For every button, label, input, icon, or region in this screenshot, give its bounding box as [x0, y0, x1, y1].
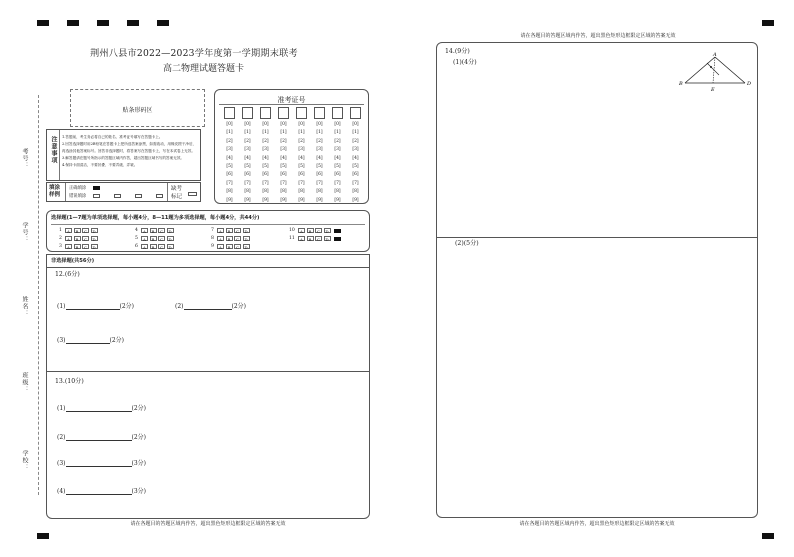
- barcode-label: 贴条形码区: [122, 107, 153, 114]
- exam-id-bubble[interactable]: [2]: [280, 138, 287, 144]
- q14-title: 14.(9分): [445, 48, 470, 55]
- q13-title: 13.(10分): [55, 378, 84, 385]
- exam-id-bubble[interactable]: [3]: [352, 147, 359, 153]
- q14-diagram: [677, 49, 757, 99]
- exam-id-bubble[interactable]: [0]: [226, 122, 233, 127]
- notice-line: 1.答题前，考生务必将自己的姓名、准考证号填写在答题卡上。: [62, 135, 163, 139]
- mc-question-number: 7: [211, 228, 214, 233]
- field-name: 姓名：: [21, 296, 28, 317]
- exam-id-bubble[interactable]: [2]: [352, 138, 359, 144]
- mc-question-row: [59, 227, 99, 234]
- mc-option-bubble[interactable]: A: [141, 236, 148, 241]
- mc-option-bubble[interactable]: D: [325, 229, 329, 234]
- exam-id-bubble[interactable]: [7]: [334, 180, 341, 186]
- mc-question-number: 5: [135, 236, 138, 241]
- exam-id-bubble[interactable]: [2]: [244, 138, 251, 144]
- diagram-label-d: D: [747, 81, 752, 87]
- exam-id-bubble[interactable]: [2]: [298, 138, 305, 144]
- mc-option-bubble[interactable]: D: [244, 245, 248, 250]
- exam-id-bubble[interactable]: [8]: [262, 189, 269, 195]
- exam-id-bubble[interactable]: [6]: [280, 172, 287, 178]
- exam-id-bubble[interactable]: [7]: [316, 180, 323, 186]
- fill-wrong-samples: [93, 194, 163, 198]
- diagram-point: [710, 66, 712, 68]
- exam-id-bubble[interactable]: [4]: [262, 155, 269, 161]
- exam-id-title: 准考证号: [277, 96, 306, 104]
- exam-id-bubble[interactable]: [3]: [316, 147, 323, 153]
- mc-option-bubble[interactable]: B: [226, 236, 233, 241]
- timing-mark: [97, 20, 109, 26]
- exam-id-bubble[interactable]: [9]: [298, 197, 305, 203]
- q13-item-1: (1) (2分): [57, 405, 146, 412]
- exam-id-column: [224, 121, 235, 205]
- mc-option-bubble[interactable]: A: [141, 228, 148, 233]
- mc-question-row: [289, 227, 341, 234]
- field-school: 学校：: [21, 450, 28, 471]
- mc-question-row: [59, 235, 99, 242]
- timing-mark: [37, 533, 49, 539]
- exam-id-bubble[interactable]: [6]: [352, 172, 359, 178]
- mc-question-row: [289, 235, 341, 242]
- exam-id-bubble[interactable]: [1]: [226, 130, 233, 136]
- mc-question-number: 1: [59, 228, 62, 233]
- mc-question-row: [135, 243, 175, 250]
- mc-option-bubble[interactable]: D: [168, 237, 172, 242]
- q13-item-2: (2) (2分): [57, 434, 146, 441]
- exam-id-bubble[interactable]: [0]: [262, 122, 269, 127]
- exam-id-bubble[interactable]: [7]: [280, 180, 287, 186]
- non-choice-title: 非选择题(共56分): [51, 258, 95, 264]
- mc-option-bubble[interactable]: C: [235, 237, 240, 242]
- q14-part2: (2)(5分): [455, 240, 479, 247]
- mc-option-bubble[interactable]: B: [74, 236, 81, 241]
- diagram-ray: [707, 63, 719, 75]
- exam-id-digit-box[interactable]: [314, 107, 325, 119]
- mc-option-bubble[interactable]: C: [83, 229, 88, 234]
- mc-question-number: 4: [135, 228, 138, 233]
- exam-id-bubble[interactable]: [9]: [262, 197, 269, 203]
- exam-id-bubble[interactable]: [3]: [298, 147, 305, 153]
- answer-blank[interactable]: [66, 460, 132, 467]
- exam-id-bubble[interactable]: [7]: [352, 180, 359, 186]
- exam-id-bubble[interactable]: [4]: [316, 155, 323, 161]
- mc-option-bubble[interactable]: C: [83, 237, 88, 242]
- absent-mark-label: 缺考标记: [171, 186, 183, 200]
- mc-question-row: [211, 235, 251, 242]
- answer-blank[interactable]: [184, 303, 232, 310]
- mc-option-bubble[interactable]: C: [83, 245, 88, 250]
- fill-example-label: 填涂样例: [49, 185, 61, 198]
- timing-mark: [157, 20, 169, 26]
- exam-id-bubble[interactable]: [3]: [226, 147, 233, 153]
- mc-question-row: [135, 235, 175, 242]
- exam-id-bubble[interactable]: [8]: [244, 189, 251, 195]
- exam-id-bubble[interactable]: [9]: [334, 197, 341, 203]
- mc-option-bubble[interactable]: A: [65, 228, 72, 233]
- answer-blank[interactable]: [66, 488, 132, 495]
- diagram-label-a: A: [713, 52, 717, 58]
- exam-id-column: [350, 121, 361, 205]
- exam-id-bubble[interactable]: [8]: [298, 189, 305, 195]
- exam-id-bubble[interactable]: [7]: [226, 180, 233, 186]
- exam-id-bubble[interactable]: [3]: [280, 147, 287, 153]
- notice-box: [46, 129, 201, 181]
- mc-option-bubble[interactable]: B: [74, 228, 81, 233]
- mc-option-bubble[interactable]: C: [159, 237, 164, 242]
- timing-mark: [762, 20, 774, 26]
- exam-id-bubble[interactable]: [3]: [262, 147, 269, 153]
- mc-option-bubble[interactable]: B: [226, 244, 233, 249]
- mc-question-row: [59, 243, 99, 250]
- mc-option-bubble[interactable]: D: [92, 237, 96, 242]
- q14-panel: [436, 42, 758, 518]
- diagram-label-e: E: [711, 87, 715, 93]
- exam-id-digit-box[interactable]: [350, 107, 361, 119]
- footer-note-left: 请在各题目的答题区域内作答，超出黑色矩形边框限定区域的答案无效: [130, 521, 286, 527]
- answer-blank[interactable]: [66, 434, 132, 441]
- mc-option-bubble[interactable]: C: [316, 229, 321, 234]
- exam-id-bubble[interactable]: [8]: [334, 189, 341, 195]
- mc-option-bubble[interactable]: B: [307, 236, 314, 241]
- exam-id-bubble[interactable]: [0]: [316, 122, 323, 127]
- exam-id-bubble[interactable]: [2]: [316, 138, 323, 144]
- exam-id-bubble[interactable]: [5]: [244, 163, 251, 169]
- exam-id-bubble[interactable]: [6]: [262, 172, 269, 178]
- exam-id-bubble[interactable]: [4]: [280, 155, 287, 161]
- exam-id-bubble[interactable]: [9]: [280, 197, 287, 203]
- mc-option-bubble[interactable]: C: [159, 229, 164, 234]
- exam-id-digit-box[interactable]: [278, 107, 289, 119]
- timing-mark: [37, 20, 49, 26]
- exam-id-bubble[interactable]: [2]: [334, 138, 341, 144]
- mc-question-number: 11: [289, 236, 295, 241]
- exam-id-bubble[interactable]: [0]: [280, 122, 287, 127]
- notice-line: 2.回答选择题时用2B铅笔在答题卡上把所选答案涂黑，如需改动，用橡皮擦干净后，: [62, 142, 197, 147]
- mc-question-number: 6: [135, 244, 138, 249]
- exam-id-bubble[interactable]: [5]: [226, 163, 233, 169]
- mc-option-bubble[interactable]: A: [65, 244, 72, 249]
- exam-id-bubble[interactable]: [7]: [262, 180, 269, 186]
- mc-question-number: 9: [211, 244, 214, 249]
- exam-id-bubble[interactable]: [8]: [280, 189, 287, 195]
- exam-id-bubble[interactable]: [1]: [298, 130, 305, 136]
- exam-id-column: [332, 121, 343, 205]
- mc-option-bubble[interactable]: A: [298, 228, 305, 233]
- q14-part1: (1)(4分): [453, 59, 477, 66]
- mc-option-bubble[interactable]: C: [235, 229, 240, 234]
- mc-option-bubble[interactable]: D: [244, 229, 248, 234]
- mc-question-row: [211, 227, 251, 234]
- exam-id-bubble[interactable]: [0]: [334, 122, 341, 127]
- exam-id-bubble[interactable]: [4]: [226, 155, 233, 161]
- mc-option-bubble[interactable]: C: [159, 245, 164, 250]
- exam-id-bubble[interactable]: [4]: [244, 155, 251, 161]
- mc-option-bubble[interactable]: A: [217, 244, 224, 249]
- exam-id-bubble[interactable]: [4]: [334, 155, 341, 161]
- exam-id-column: [260, 121, 271, 205]
- exam-id-bubble[interactable]: [6]: [244, 172, 251, 178]
- mc-option-bubble[interactable]: D: [92, 245, 96, 250]
- mc-option-bubble[interactable]: D: [168, 229, 172, 234]
- binding-line: [38, 95, 39, 495]
- mc-option-bubble[interactable]: D: [244, 237, 248, 242]
- mc-option-bubble[interactable]: D: [325, 237, 329, 242]
- mc-option-bubble[interactable]: B: [226, 228, 233, 233]
- exam-id-bubble[interactable]: [0]: [352, 122, 359, 127]
- exam-id-bubble[interactable]: [1]: [352, 130, 359, 136]
- field-class: 班级：: [21, 372, 28, 393]
- fill-wrong-label: 错误填涂: [69, 194, 87, 199]
- answer-area-left: [46, 254, 370, 519]
- diagram-label-b: B: [679, 81, 683, 87]
- exam-id-bubble[interactable]: [9]: [316, 197, 323, 203]
- exam-id-bubble[interactable]: [9]: [244, 197, 251, 203]
- timing-mark: [127, 20, 139, 26]
- mc-row-marker: [334, 237, 341, 241]
- q12-item-2: (2) (2分): [175, 303, 246, 310]
- mc-question-row: [211, 243, 251, 250]
- mc-option-bubble[interactable]: A: [217, 228, 224, 233]
- mc-question-number: 2: [59, 236, 62, 241]
- notice-label: 注意事项: [50, 136, 57, 164]
- exam-id-bubble[interactable]: [3]: [334, 147, 341, 153]
- exam-id-bubble[interactable]: [1]: [334, 130, 341, 136]
- mc-option-bubble[interactable]: A: [298, 236, 305, 241]
- q12-title: 12.(6分): [55, 271, 80, 278]
- exam-id-bubble[interactable]: [5]: [316, 163, 323, 169]
- sheet-title: 高二物理试题答题卡: [163, 64, 245, 74]
- exam-id-bubble[interactable]: [1]: [262, 130, 269, 136]
- exam-id-bubble[interactable]: [5]: [334, 163, 341, 169]
- exam-id-bubble[interactable]: [1]: [244, 130, 251, 136]
- timing-mark: [67, 20, 79, 26]
- exam-id-bubble[interactable]: [8]: [352, 189, 359, 195]
- exam-id-bubble[interactable]: [3]: [244, 147, 251, 153]
- mc-option-bubble[interactable]: B: [74, 244, 81, 249]
- exam-id-bubble[interactable]: [5]: [298, 163, 305, 169]
- exam-id-column: [296, 121, 307, 205]
- mc-option-bubble[interactable]: A: [65, 236, 72, 241]
- mc-question-number: 8: [211, 236, 214, 241]
- exam-id-column: [242, 121, 253, 205]
- multiple-choice-title: 选择题(1—7题为单项选择题，每小题4分，8—11题为多项选择题，每小题4分，共44分): [51, 215, 260, 221]
- exam-id-bubble[interactable]: [5]: [352, 163, 359, 169]
- exam-id-bubble[interactable]: [6]: [298, 172, 305, 178]
- exam-id-digit-box[interactable]: [332, 107, 343, 119]
- header-note-right: 请在各题目的答题区域内作答，超出黑色矩形边框限定区域的答案无效: [520, 33, 676, 39]
- fill-correct-label: 正确填涂: [69, 186, 87, 191]
- exam-id-bubble[interactable]: [9]: [352, 197, 359, 203]
- exam-id-bubble[interactable]: [1]: [280, 130, 287, 136]
- exam-id-bubble[interactable]: [8]: [316, 189, 323, 195]
- exam-id-bubble[interactable]: [6]: [334, 172, 341, 178]
- exam-id-digit-box[interactable]: [260, 107, 271, 119]
- exam-id-bubble[interactable]: [6]: [226, 172, 233, 178]
- mc-question-number: 10: [289, 228, 295, 233]
- exam-id-bubble[interactable]: [7]: [244, 180, 251, 186]
- fill-example-box: [46, 182, 201, 202]
- exam-id-bubble[interactable]: [0]: [244, 122, 251, 127]
- mc-question-number: 3: [59, 244, 62, 249]
- exam-id-bubble[interactable]: [1]: [316, 130, 323, 136]
- exam-id-bubble[interactable]: [0]: [298, 122, 305, 127]
- multiple-choice-panel: [46, 210, 370, 252]
- diagram-line-ad: [715, 57, 745, 83]
- mc-row-marker: [334, 229, 341, 233]
- exam-id-panel: [214, 89, 369, 204]
- exam-id-column: [314, 121, 325, 205]
- q13-item-3: (3) (3分): [57, 460, 146, 467]
- exam-id-bubble[interactable]: [2]: [262, 138, 269, 144]
- mc-option-bubble[interactable]: B: [150, 236, 157, 241]
- absent-mark-box[interactable]: [188, 192, 197, 196]
- exam-id-bubble[interactable]: [7]: [298, 180, 305, 186]
- mc-option-bubble[interactable]: B: [307, 228, 314, 233]
- mc-option-bubble[interactable]: B: [150, 228, 157, 233]
- exam-id-digit-box[interactable]: [296, 107, 307, 119]
- exam-id-bubble[interactable]: [8]: [226, 189, 233, 195]
- mc-option-bubble[interactable]: A: [217, 236, 224, 241]
- timing-mark: [762, 533, 774, 539]
- diagram-line-ab: [685, 57, 715, 83]
- exam-id-bubble[interactable]: [4]: [298, 155, 305, 161]
- mc-option-bubble[interactable]: D: [168, 245, 172, 250]
- q12-item-1: (1) (2分): [57, 303, 134, 310]
- exam-title: 荆州八县市2022—2023学年度第一学期期末联考: [90, 48, 298, 59]
- exam-id-column: [278, 121, 289, 205]
- mc-option-bubble[interactable]: A: [141, 244, 148, 249]
- mc-option-bubble[interactable]: D: [92, 229, 96, 234]
- exam-id-bubble[interactable]: [4]: [352, 155, 359, 161]
- q13-item-4: (4) (3分): [57, 488, 146, 495]
- mc-question-row: [135, 227, 175, 234]
- answer-blank[interactable]: [66, 337, 110, 344]
- mc-option-bubble[interactable]: C: [316, 237, 321, 242]
- field-exam-number: 考号：: [21, 148, 28, 169]
- barcode-area: [70, 89, 205, 127]
- exam-id-bubble[interactable]: [5]: [262, 163, 269, 169]
- mc-option-bubble[interactable]: C: [235, 245, 240, 250]
- field-student-number: 学号：: [21, 222, 28, 243]
- exam-id-bubble[interactable]: [5]: [280, 163, 287, 169]
- notice-line: 4.保持卡面清洁，不要折叠、不要弄破、弄皱。: [62, 163, 138, 168]
- answer-blank[interactable]: [66, 405, 132, 412]
- fill-correct-sample: [93, 186, 100, 190]
- exam-id-bubble[interactable]: [6]: [316, 172, 323, 178]
- footer-note-right: 请在各题目的答题区域内作答，超出黑色矩形边框限定区域的答案无效: [519, 521, 675, 527]
- exam-id-digit-box[interactable]: [224, 107, 235, 119]
- q12-item-3: (3) (2分): [57, 337, 124, 344]
- mc-option-bubble[interactable]: B: [150, 244, 157, 249]
- answer-blank[interactable]: [66, 303, 120, 310]
- exam-id-digit-box[interactable]: [242, 107, 253, 119]
- notice-line: 再选涂其他答案标号。回答非选择题时，将答案写在答题卡上，写在本试卷上无效。: [62, 149, 195, 154]
- exam-id-bubble[interactable]: [2]: [226, 138, 233, 144]
- exam-id-bubble[interactable]: [9]: [226, 197, 233, 203]
- notice-line: 3.解答题请在题号所指示的答题区域内作答，超出答题区域书写的答案无效。: [62, 156, 185, 161]
